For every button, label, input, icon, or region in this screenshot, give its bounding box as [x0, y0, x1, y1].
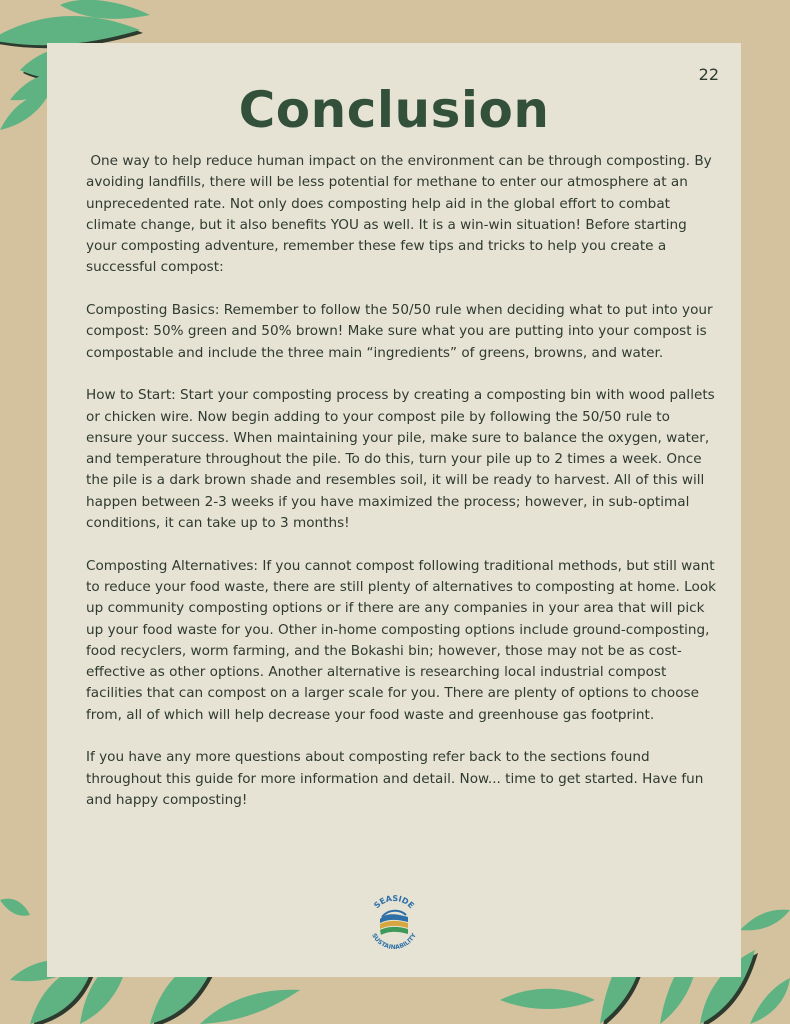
body-text [86, 151, 719, 833]
paragraph-composting-basics: Composting Basics: Remember to follow the 50/50 rule when deciding what to put into your compost: 50% green and 50% brown! Make sure what you are putting into your compost is compostable and include the three main “ingredients” of greens, browns, and water. [86, 302, 713, 361]
paragraph-closing: If you have any more questions about composting refer back to the sections found throughout this guide for more information and detail. Now... time to get started. Have fun and happy composting! [86, 749, 704, 808]
logo-text-bottom: SUSTAINABILITY [370, 932, 418, 952]
paragraph-intro: One way to help reduce human impact on the environment can be through composting. By avoiding landfills, there will be less potential for methane to enter our atmosphere at an unprecedented rate. Not only does composting help aid in the global effort to combat climate change, but it also benefits YOU as well. It is a win-win situation! Before starting your composting adventure, remember these few tips and tricks to help you create a successful compost: [86, 153, 717, 276]
paragraph-composting-alternatives: Composting Alternatives: If you cannot compost following traditional methods, but still want to reduce your food waste, there are still plenty of alternatives to composting at home. Look up community composting options or if there are any companies in your area that will pick up your food waste for you. Other in-home composting options include ground-composting, food recyclers, worm farming, and the Bokashi bin; however, those may not be as cost-effective as other options. Another alternative is researching local industrial compost facilities that can compost on a larger scale for you. There are plenty of options to choose from, all of which will help decrease your food waste and greenhouse gas footprint. [86, 557, 717, 723]
seaside-sustainability-logo [364, 889, 424, 955]
logo-text-top: SEASIDE [372, 893, 416, 911]
page-title: Conclusion [238, 81, 550, 139]
svg-text:SEASIDE [372, 894, 416, 910]
document-page [47, 43, 741, 977]
paragraph-how-to-start: How to Start: Start your composting process by creating a composting bin with wood pallets or chicken wire. Now begin adding to your compost pile by following the 50/50 rule to ensure your success. When maintaining your pile, make sure to balance the oxygen, water, and temperature throughout the pile. To do this, turn your pile up to 2 times a week. Once the pile is a dark brown shade and resembles soil, it will be ready to harvest. All of this will happen between 2-3 weeks if you have maximized the process; however, in sub-optimal conditions, it can take up to 3 months! [86, 387, 715, 532]
page-number: 22 [698, 65, 719, 84]
